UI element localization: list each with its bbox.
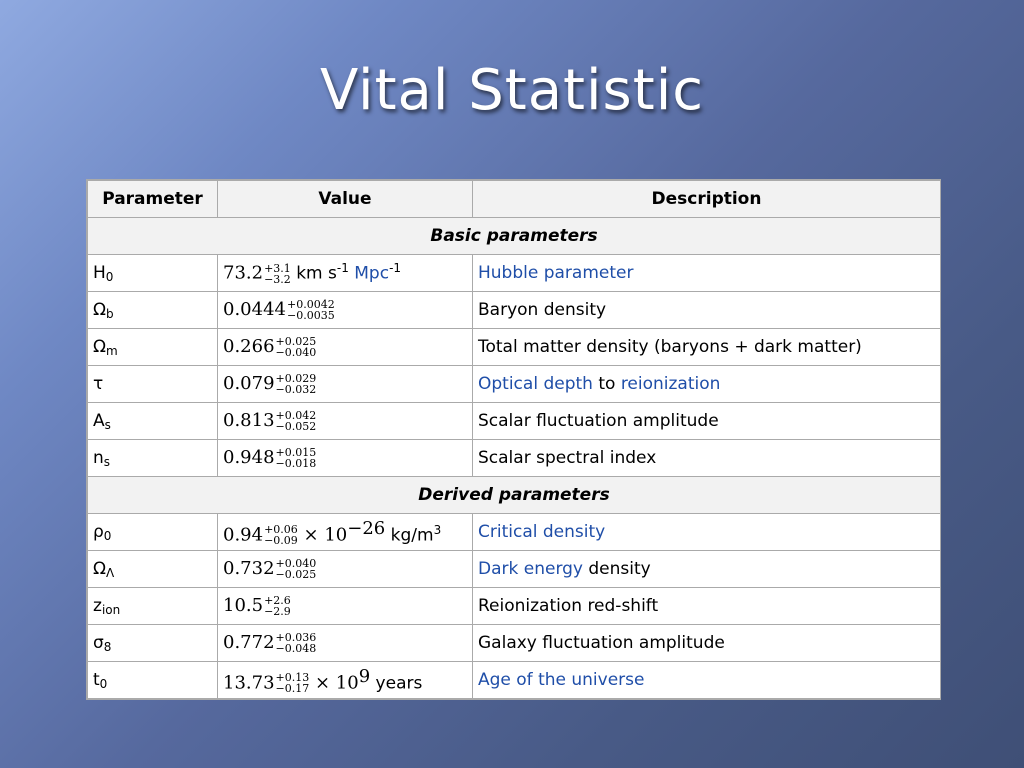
value-uncertainty	[276, 632, 317, 654]
value-exponent: −26	[347, 517, 386, 539]
uncertainty-plus: +0.025	[275, 335, 317, 348]
description-cell	[473, 514, 941, 551]
uncertainty-plus: +3.1	[264, 261, 291, 275]
parameter-cell	[88, 551, 218, 588]
table-row	[88, 329, 941, 366]
description-link[interactable]: Hubble parameter	[478, 263, 634, 283]
description-cell	[473, 551, 941, 588]
parameter-symbol: σ	[93, 632, 104, 653]
parameter-symbol: n	[93, 447, 104, 468]
table-header-row	[88, 181, 941, 218]
value-cell	[218, 292, 473, 329]
table-row	[88, 662, 941, 699]
parameter-cell	[88, 588, 218, 625]
value-unit-exponent: -1	[336, 261, 349, 276]
table-row	[88, 514, 941, 551]
description-cell	[473, 403, 941, 440]
parameter-symbol: A	[93, 410, 105, 431]
value-number: 0.732	[223, 558, 275, 579]
parameter-symbol: Ω	[93, 558, 106, 579]
description-text: Scalar fluctuation amplitude	[478, 411, 719, 431]
parameter-cell	[88, 514, 218, 551]
value-uncertainty	[276, 558, 317, 580]
parameter-cell	[88, 255, 218, 292]
value-cell	[218, 255, 473, 292]
value-unit: km s	[290, 263, 337, 284]
parameter-subscript: ion	[101, 602, 121, 617]
parameter-cell	[88, 292, 218, 329]
parameter-cell	[88, 329, 218, 366]
uncertainty-minus: −0.09	[264, 534, 298, 548]
value-number: 13.73	[223, 672, 275, 694]
table-row	[88, 403, 941, 440]
uncertainty-plus: +0.029	[275, 372, 317, 385]
value-number: 0.94	[223, 524, 264, 546]
parameter-subscript: s	[103, 454, 111, 469]
value-uncertainty	[276, 447, 317, 469]
uncertainty-minus: −0.048	[275, 642, 317, 655]
description-text: to	[592, 374, 621, 394]
value-number: 0.813	[223, 410, 275, 431]
parameter-symbol: z	[93, 595, 102, 616]
parameter-subscript: 0	[103, 528, 112, 543]
uncertainty-minus: −2.9	[264, 605, 291, 618]
table-row	[88, 551, 941, 588]
value-cell	[218, 588, 473, 625]
description-text: Scalar spectral index	[478, 448, 657, 468]
value-number: 0.948	[223, 447, 275, 468]
parameter-symbol: ρ	[93, 521, 104, 542]
uncertainty-minus: −0.018	[275, 457, 317, 470]
table-row	[88, 588, 941, 625]
value-uncertainty	[264, 524, 298, 546]
slide-title: Vital Statistic	[319, 58, 705, 123]
section-title: Basic parameters	[88, 218, 941, 255]
uncertainty-minus: −0.032	[275, 383, 317, 396]
table-row	[88, 366, 941, 403]
description-cell	[473, 625, 941, 662]
uncertainty-minus: −0.0035	[286, 309, 335, 322]
parameter-symbol: τ	[93, 374, 104, 394]
parameter-subscript: 0	[105, 269, 114, 284]
description-cell	[473, 292, 941, 329]
uncertainty-minus: −0.025	[275, 568, 317, 581]
table-body	[88, 218, 941, 699]
value-cell	[218, 403, 473, 440]
value-number: 0.266	[223, 336, 275, 357]
description-text: Reionization red-shift	[478, 596, 659, 616]
section-title: Derived parameters	[88, 477, 941, 514]
value-unit-link[interactable]: Mpc	[348, 263, 390, 284]
table-row	[88, 625, 941, 662]
uncertainty-minus: −0.040	[275, 346, 317, 359]
value-number: 0.772	[223, 632, 275, 653]
header-parameter: Parameter	[88, 181, 218, 218]
description-text: Total matter density (baryons + dark matter)	[478, 337, 862, 357]
section-row	[88, 218, 941, 255]
uncertainty-minus: −3.2	[264, 272, 291, 286]
parameter-cell	[88, 403, 218, 440]
description-text: Baryon density	[478, 300, 607, 320]
parameter-cell	[88, 625, 218, 662]
uncertainty-minus: −0.052	[275, 420, 317, 433]
uncertainty-minus: −0.17	[275, 682, 310, 696]
value-exponent-base: × 10	[297, 524, 348, 546]
value-unit-exponent: 3	[433, 522, 442, 537]
parameter-subscript: s	[104, 417, 111, 432]
parameter-subscript: m	[106, 343, 118, 358]
header-value: Value	[218, 181, 473, 218]
parameter-cell	[88, 662, 218, 699]
uncertainty-plus: +0.06	[264, 523, 298, 537]
value-cell	[218, 662, 473, 699]
description-link[interactable]: Dark energy	[478, 559, 583, 579]
value-uncertainty	[264, 595, 291, 617]
parameter-symbol: Ω	[93, 336, 106, 357]
parameters-table	[86, 179, 941, 700]
header-description: Description	[473, 181, 941, 218]
value-uncertainty	[287, 299, 335, 321]
value-number: 10.5	[223, 595, 264, 616]
value-unit-link-exponent: -1	[389, 261, 402, 276]
uncertainty-plus: +0.0042	[286, 298, 335, 311]
description-text: Galaxy fluctuation amplitude	[478, 633, 725, 653]
uncertainty-plus: +0.015	[275, 446, 317, 459]
value-uncertainty	[264, 263, 291, 285]
table-row	[88, 255, 941, 292]
parameter-cell	[88, 366, 218, 403]
parameter-subscript: b	[106, 306, 114, 321]
value-exponent-base: × 10	[309, 672, 359, 694]
description-link[interactable]: Age of the universe	[478, 670, 645, 690]
value-uncertainty	[276, 336, 317, 358]
parameter-symbol: H	[93, 262, 106, 283]
description-cell	[473, 366, 941, 403]
description-cell	[473, 588, 941, 625]
parameter-cell	[88, 440, 218, 477]
description-link[interactable]: Critical density	[478, 522, 606, 542]
section-row	[88, 477, 941, 514]
value-uncertainty	[276, 373, 317, 395]
description-link[interactable]: Optical depth	[478, 374, 593, 394]
description-text: density	[582, 559, 651, 579]
description-cell	[473, 255, 941, 292]
parameter-symbol: Ω	[93, 299, 106, 320]
value-unit: years	[370, 673, 423, 694]
description-cell	[473, 662, 941, 699]
value-cell	[218, 514, 473, 551]
value-cell	[218, 440, 473, 477]
value-unit: kg/m	[385, 525, 434, 546]
value-number: 0.079	[223, 373, 275, 394]
value-exponent: 9	[358, 665, 371, 687]
description-cell	[473, 329, 941, 366]
value-number: 0.0444	[223, 299, 286, 320]
value-number: 73.2	[223, 262, 264, 284]
value-uncertainty	[276, 672, 310, 694]
table-row	[88, 292, 941, 329]
value-uncertainty	[276, 410, 317, 432]
table-row	[88, 440, 941, 477]
uncertainty-plus: +0.042	[275, 409, 317, 422]
parameter-subscript: Λ	[106, 565, 115, 580]
uncertainty-plus: +0.13	[275, 671, 310, 685]
parameter-symbol: t	[93, 669, 100, 690]
value-cell	[218, 551, 473, 588]
uncertainty-plus: +2.6	[264, 594, 291, 607]
description-cell	[473, 440, 941, 477]
value-cell	[218, 329, 473, 366]
parameter-subscript: 8	[103, 639, 112, 654]
value-cell	[218, 625, 473, 662]
value-cell	[218, 366, 473, 403]
description-link[interactable]: reionization	[620, 374, 721, 394]
uncertainty-plus: +0.036	[275, 631, 317, 644]
parameter-subscript: 0	[99, 676, 108, 691]
uncertainty-plus: +0.040	[275, 557, 317, 570]
